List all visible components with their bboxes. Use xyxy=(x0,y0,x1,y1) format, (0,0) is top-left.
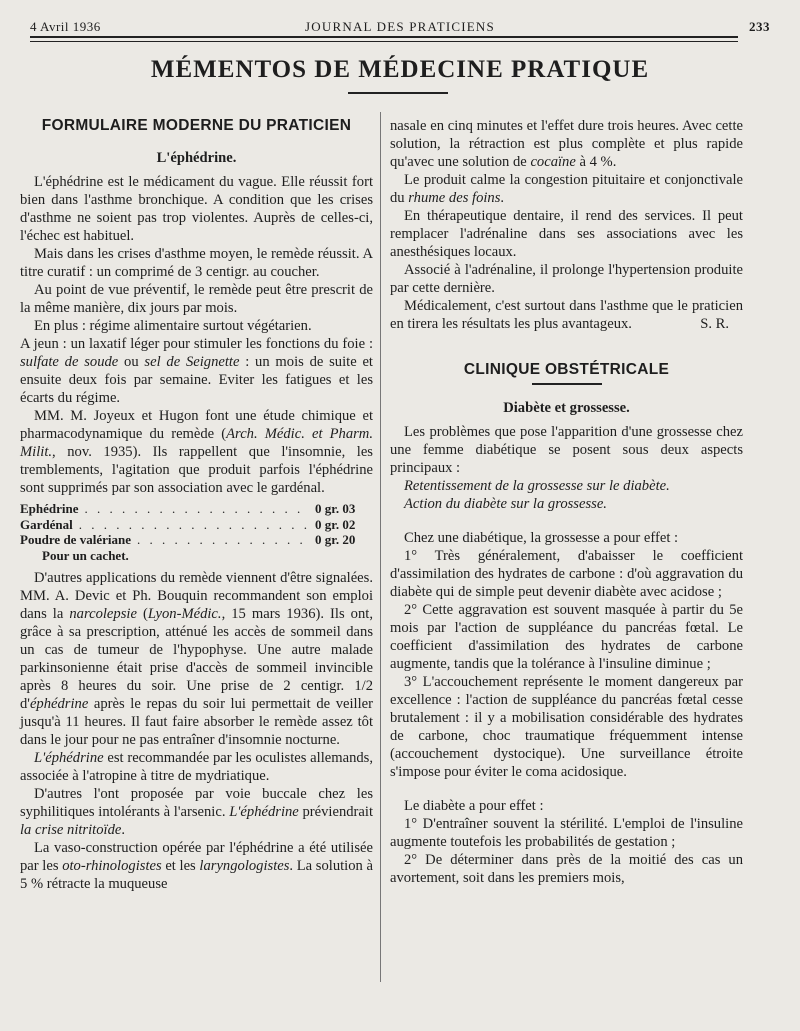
left-column xyxy=(20,117,373,893)
paragraph: La vaso-construction opérée par l'éphédrine a été utilisée par les oto-rhinologistes et les laryngologistes. La solution à 5 % rétracte la muqueuse xyxy=(20,840,373,892)
paragraph: L'éphédrine est recommandée par les oculistes allemands, associée à l'atropine à titre de mydriatique. xyxy=(20,750,373,784)
paragraph: Médicalement, c'est surtout dans l'asthme que le praticien en tirera les résultats les plus avantageux. S. R. xyxy=(390,298,743,332)
paragraph: MM. M. Joyeux et Hugon font une étude chimique et pharmacodynamique du remède (Arch. Médic. et Pharm. Milit., nov. 1935). Ils rappellent que l'insomnie, les tremblements, l'agitation que produit parfois l'éphédrine sont supprimés par son association avec le gardénal. xyxy=(20,408,373,496)
recipe-row: Poudre de valériane . . . 0 gr. 20 xyxy=(20,532,373,548)
paragraph: Action du diabète sur la grossesse. xyxy=(404,496,607,512)
article-subtitle-ephedrine: L'éphédrine. xyxy=(156,150,237,166)
signature: S. R. xyxy=(700,316,729,332)
paragraph: Le produit calme la congestion pituitaire et conjonctivale du rhume des foins. xyxy=(390,172,743,206)
main-title: MÉMENTOS DE MÉDECINE PRATIQUE xyxy=(150,56,650,83)
paragraph: Au point de vue préventif, le remède peut être prescrit de la même manière, dix jours par mois. xyxy=(20,282,373,316)
recipe-row: Ephédrine . . . 0 gr. 03 xyxy=(20,501,373,517)
recipe-note: Pour un cachet. xyxy=(42,547,129,563)
paragraph: D'autres l'ont proposée par voie buccale chez les syphilitiques intolérants à l'arsenic. L'éphédrine préviendrait la crise nitritoïde. xyxy=(20,786,373,838)
paragraph: A jeun : un laxatif léger pour stimuler les fonctions du foie : sulfate de soude ou sel de Seignette : un mois de suite et ensuite deux fois par semaine. Eviter les fatigues et les écarts du régime. xyxy=(20,336,373,406)
paragraph: 3° L'accouchement représente le moment dangereux par excellence : l'action de suppléance du pancréas fœtal cesse brutalement : il y a mobilisation considérable des hydrates de carbone, choc traumatique fréquemment intense (accouchement dystocique). Une surveillance étroite s'impose pour éviter le coma acidosique. xyxy=(390,674,743,780)
header-rule xyxy=(30,36,738,42)
section-rule xyxy=(532,383,602,385)
paragraph: Chez une diabétique, la grossesse a pour effet : xyxy=(404,530,679,546)
article-subtitle-diabete: Diabète et grossesse. xyxy=(503,400,630,416)
paragraph: Associé à l'adrénaline, il prolonge l'hypertension produite par cette dernière. xyxy=(390,262,743,296)
paragraph: nasale en cinq minutes et l'effet dure trois heures. Avec cette solution, la rétraction est plus complète et plus rapide qu'avec une solution de cocaïne à 4 %. xyxy=(390,118,743,170)
recipe-row: Gardénal . . . 0 gr. 02 xyxy=(20,517,373,533)
issue-date: 4 Avril 1936 xyxy=(30,19,101,34)
paragraph: En plus : régime alimentaire surtout végétarien. xyxy=(34,318,312,334)
paragraph: D'autres applications du remède viennent d'être signalées. MM. A. Devic et Ph. Bouquin recommandent son emploi dans la narcolepsie (Lyon-Médic., 15 mars 1936). Ils ont, grâce à sa prescription, atténué les accès de sommeil dans un cas de tumeur de l'hypophyse. Une autre malade parkinsonienne était prise d'accès de sommeil invincible après 8 heures du soir. Une prise de 2 centigr. 1/2 d'éphédrine après le repas du soir lui permettait de veiller jusqu'à 11 heures. Il faut faire absorber le remède assez tôt dans le jour pour ne pas entraîner d'insomnie nocturne. xyxy=(20,570,373,748)
paragraph: Le diabète a pour effet : xyxy=(404,798,544,814)
paragraph: En thérapeutique dentaire, il rend des services. Il peut remplacer l'adrénaline dans ses associations avec les anesthésiques locaux. xyxy=(390,208,743,260)
paragraph: L'éphédrine est le médicament du vague. Elle réussit fort bien dans l'asthme bronchique. A condition que les crises d'asthme ne soient pas trop violentes. Auprès de celles-ci, l'échec est habituel. xyxy=(20,174,373,244)
paragraph: 2° De déterminer dans près de la moitié des cas un avortement, soit dans les premiers mois, xyxy=(390,852,743,886)
column-divider xyxy=(380,112,381,982)
paragraph: 1° D'entraîner souvent la stérilité. L'emploi de l'insuline augmente toutefois les probabilités de gestation ; xyxy=(390,816,743,850)
paragraph: Mais dans les crises d'asthme moyen, le remède réussit. A titre curatif : un comprimé de 3 centigr. au coucher. xyxy=(20,246,373,280)
paragraph: 2° Cette aggravation est souvent masquée à partir du 5e mois par l'action de suppléance du pancréas fœtal. Le coefficient d'assimilation des hydrates de carbone augmente, tandis que la tolérance à l'insuline diminue ; xyxy=(390,602,743,672)
paragraph: Retentissement de la grossesse sur le diabète. xyxy=(404,478,670,494)
paragraph: 1° Très généralement, d'abaisser le coefficient d'assimilation des hydrates de carbone : d'où aggravation du diabète qui de simple peut devenir diabète avec acidose ; xyxy=(390,548,743,600)
page-number: 233 xyxy=(749,19,770,34)
right-column xyxy=(390,117,743,887)
section-title-clinique: CLINIQUE OBSTÉTRICALE xyxy=(463,361,670,378)
journal-title: JOURNAL DES PRATICIENS xyxy=(305,19,495,34)
title-rule xyxy=(348,92,448,94)
section-title-formulaire: FORMULAIRE MODERNE DU PRATICIEN xyxy=(41,117,352,134)
page-header xyxy=(0,16,800,38)
prescription-formula xyxy=(20,501,373,563)
paragraph: Les problèmes que pose l'apparition d'une grossesse chez une femme diabétique se posent sous deux aspects principaux : xyxy=(390,424,743,476)
